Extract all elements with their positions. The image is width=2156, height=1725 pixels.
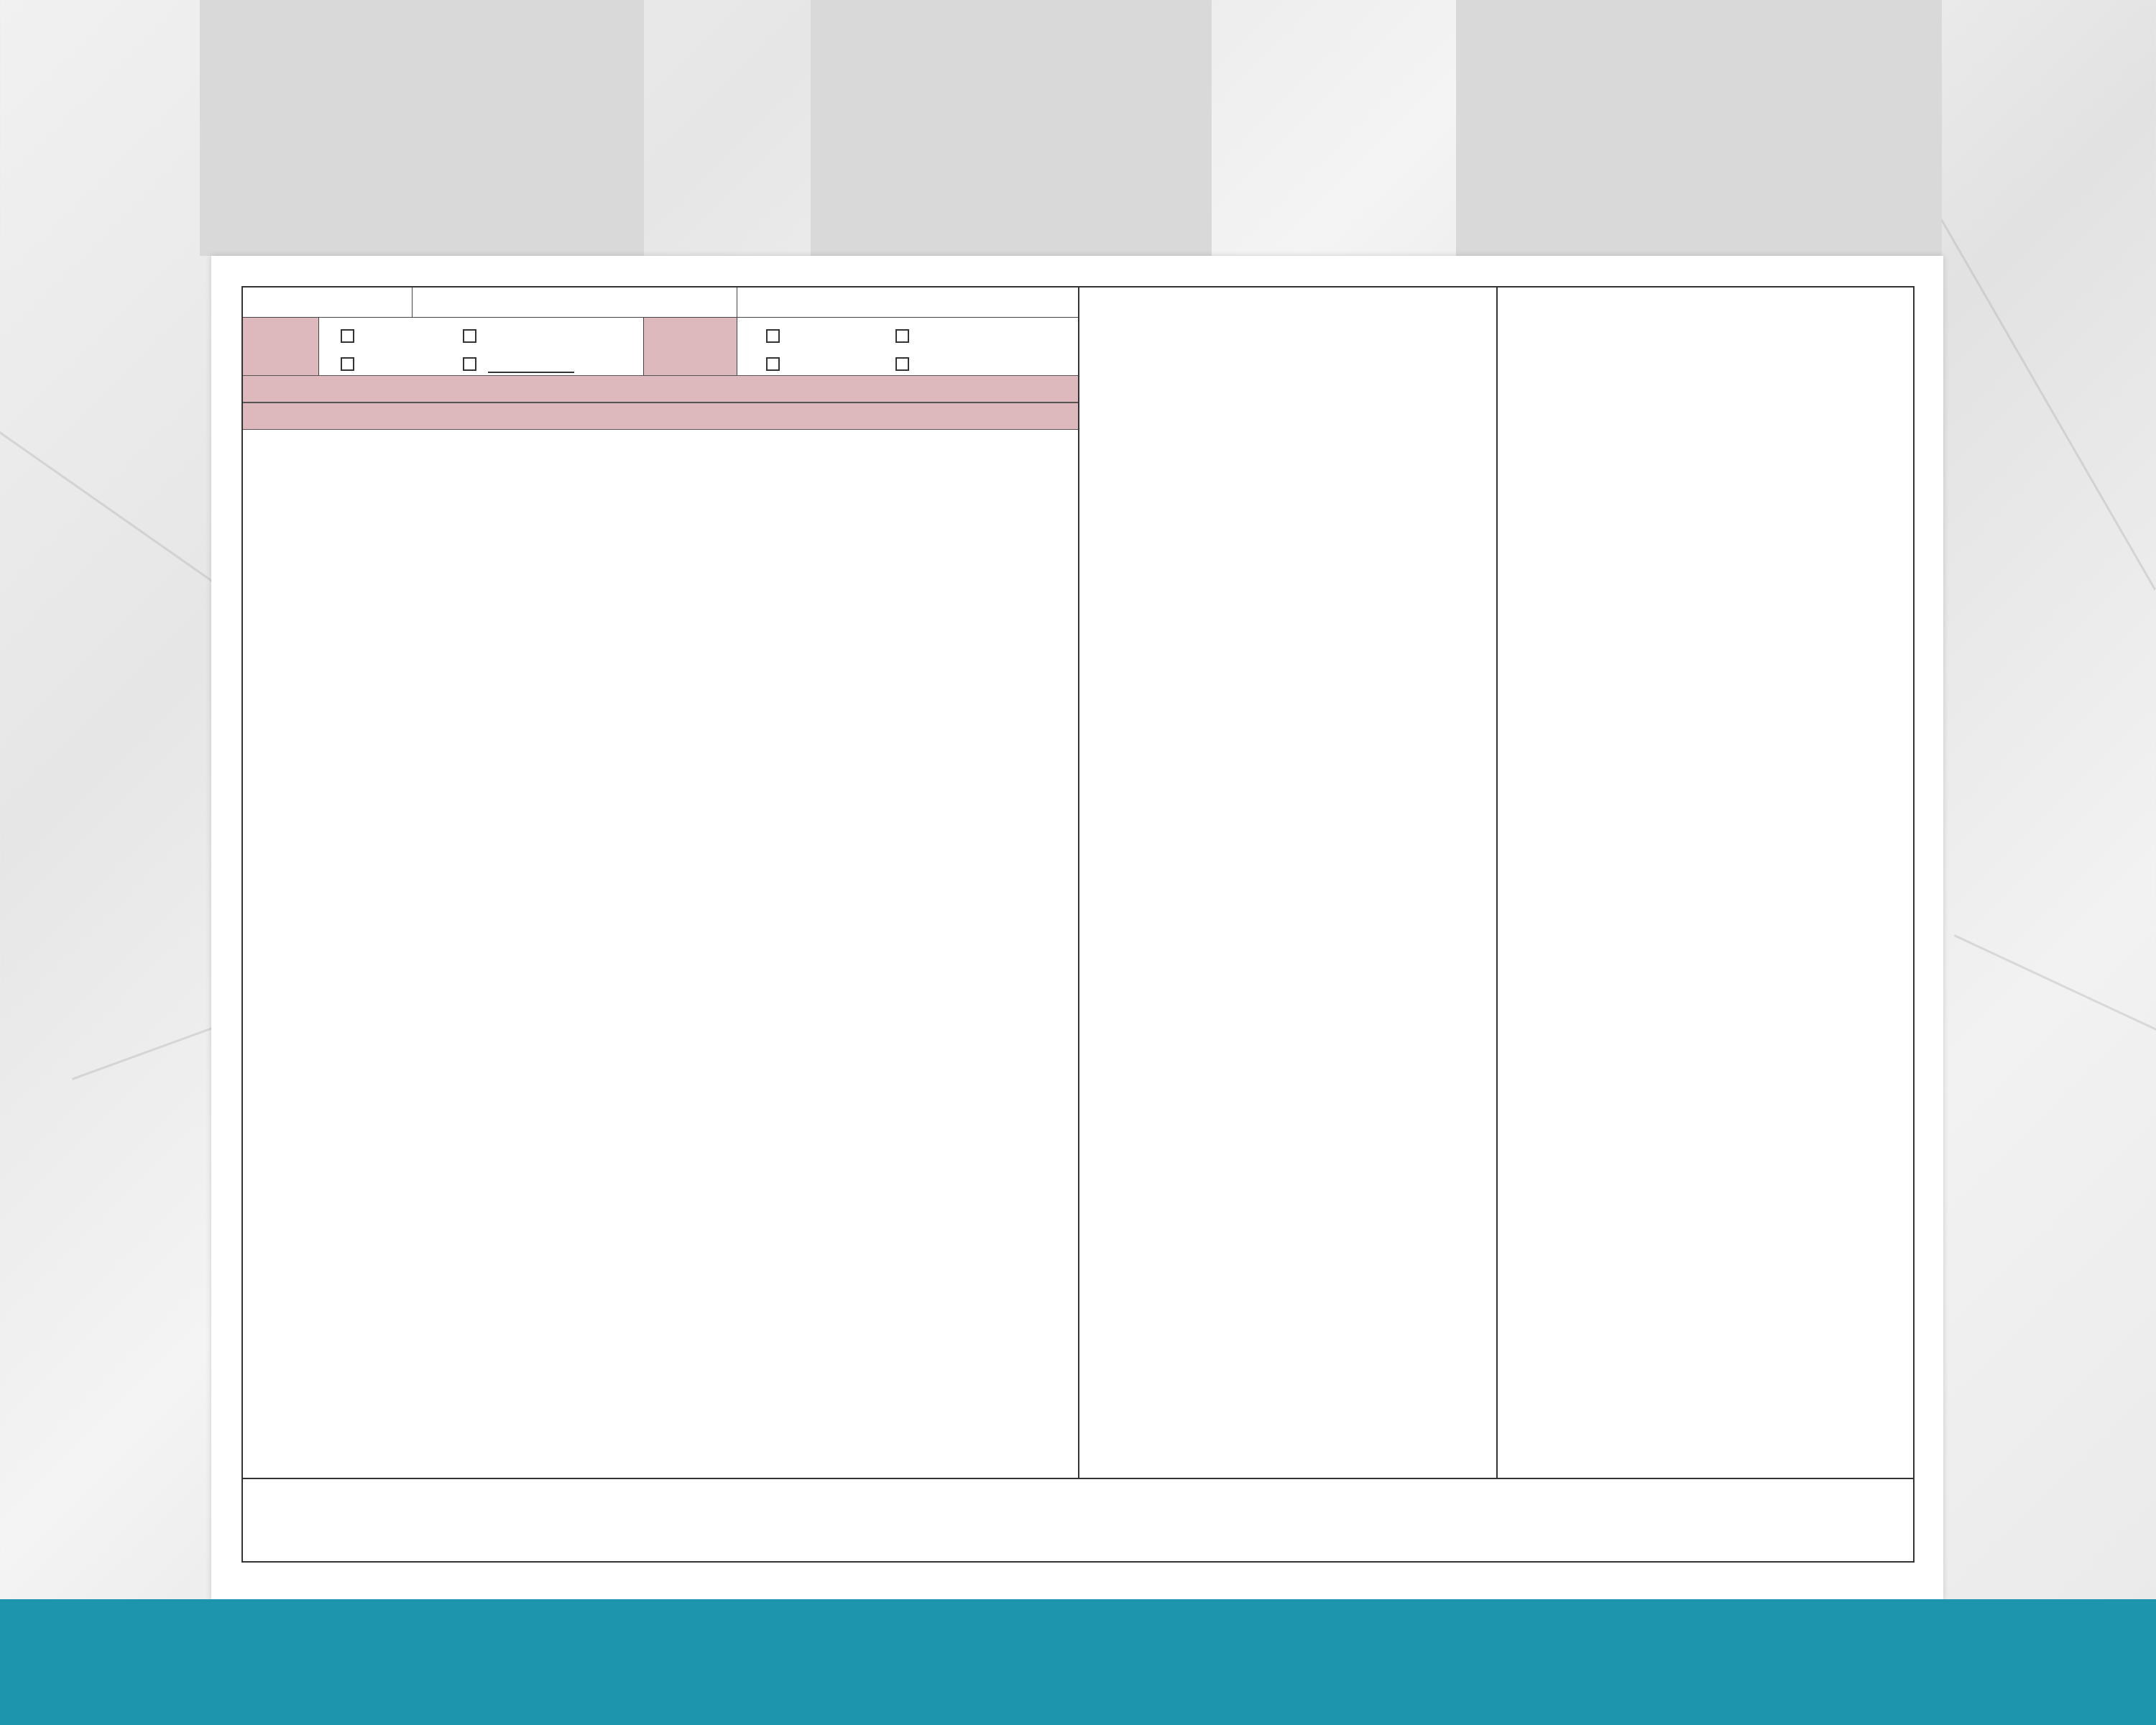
code-label xyxy=(644,318,737,375)
middle-column xyxy=(1079,288,1498,1478)
header-box-3 xyxy=(1456,0,1942,256)
code-dnr-checkbox[interactable] xyxy=(895,322,1078,350)
right-column xyxy=(1498,288,1916,1478)
sex-other-checkbox[interactable] xyxy=(463,350,643,378)
vitals-header xyxy=(243,375,1078,402)
report-sheet xyxy=(211,256,1943,1600)
notes-area[interactable] xyxy=(243,1478,1913,1563)
name-field[interactable] xyxy=(413,288,737,317)
code-dnrcc-checkbox[interactable] xyxy=(766,350,895,378)
code-options xyxy=(737,318,1078,375)
sex-label xyxy=(243,318,319,375)
accucheck-section xyxy=(243,402,1078,430)
header-box-1 xyxy=(200,0,644,256)
vitals-section xyxy=(243,375,1078,402)
complaint-field[interactable] xyxy=(737,288,1078,317)
header-box-2 xyxy=(811,0,1212,256)
sex-trans-checkbox[interactable] xyxy=(341,350,463,378)
sex-male-checkbox[interactable] xyxy=(341,322,463,350)
sex-female-checkbox[interactable] xyxy=(463,322,643,350)
room-field[interactable] xyxy=(243,288,413,317)
report-form xyxy=(241,286,1915,1563)
sex-code-row xyxy=(243,318,1078,375)
code-full-checkbox[interactable] xyxy=(766,322,895,350)
title-banner xyxy=(0,1599,2156,1725)
sex-options xyxy=(319,318,644,375)
patient-header xyxy=(243,288,1078,318)
accucheck-header xyxy=(243,402,1078,430)
code-comfort-checkbox[interactable] xyxy=(895,350,1078,378)
left-column xyxy=(243,288,1079,1478)
